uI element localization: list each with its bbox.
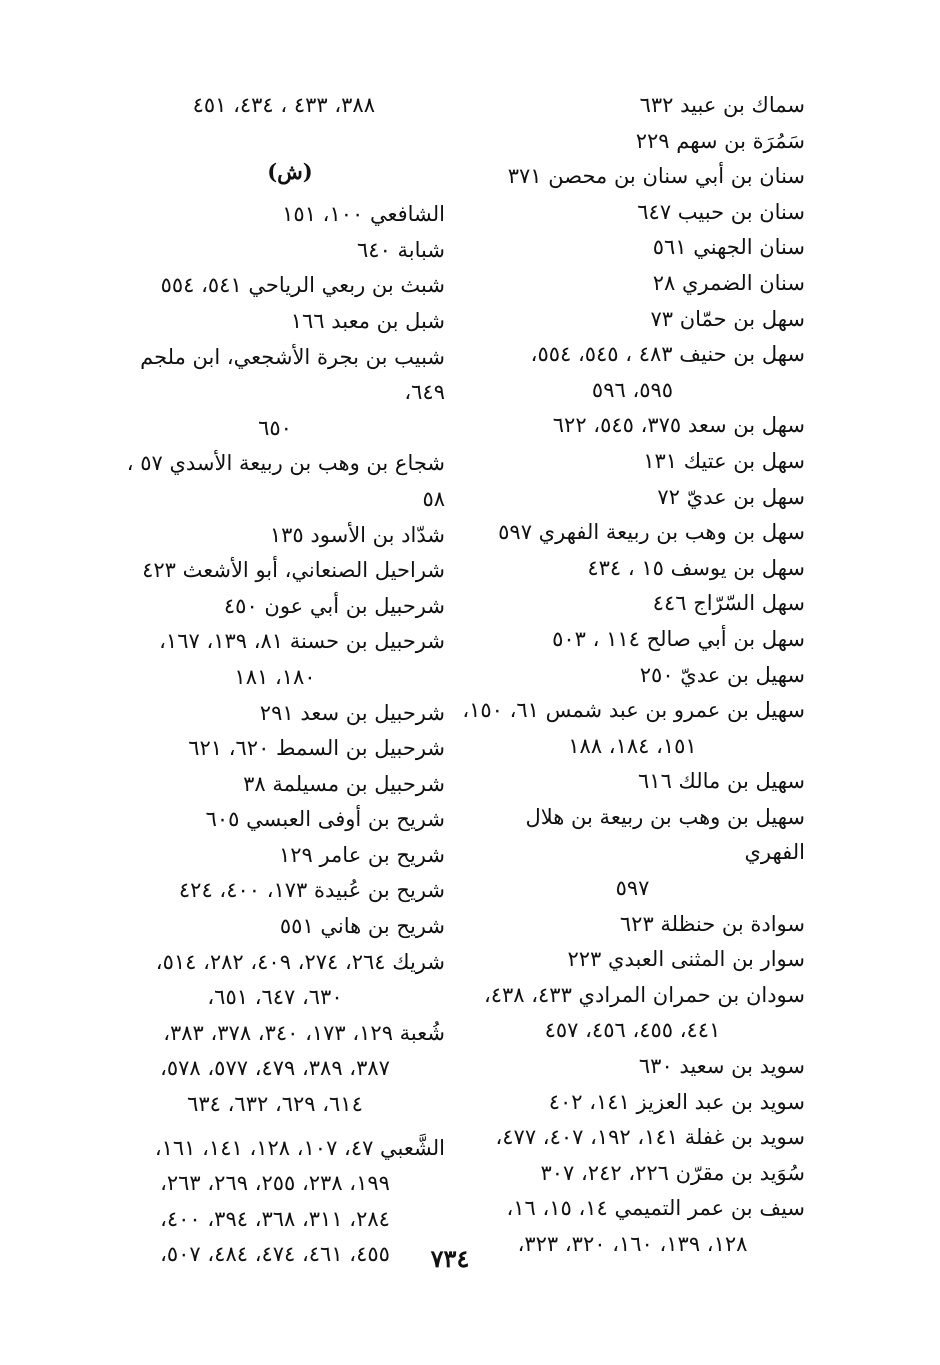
entry-continuation: ٥٩٧ (615, 876, 650, 901)
entry-text: سهيل بن وهب بن ربيعة بن هلال الفهري (525, 804, 805, 865)
entry-text: سويد بن غفلة ١٤١، ١٩٢، ٤٠٧، ٤٧٧، (495, 1125, 805, 1150)
entry-text: شرحبيل بن حسنة ٨١، ١٣٩، ١٦٧، (159, 629, 445, 654)
entry-continuation: ٥٩٥، ٥٩٦ (591, 377, 674, 402)
entry-continuation: ١٢٨، ١٣٩، ١٦٠، ٣٢٠، ٣٢٣، (517, 1232, 748, 1256)
index-entry (105, 340, 445, 447)
carry-over-text: ٣٨٨، ٤٣٣ ، ٤٣٤، ٤٥١ (192, 93, 375, 117)
index-entry (105, 838, 445, 874)
entry-continuation: ٤٥٥، ٤٦١، ٤٧٤، ٤٨٤، ٥٠٧، (160, 1242, 390, 1267)
entry-continuation: ٦٣٠، ٦٤٧، ٦٥١، (207, 985, 343, 1010)
entry-text: سيف بن عمر التميمي ١٤، ١٥، ١٦، (506, 1196, 805, 1221)
index-entry (105, 731, 445, 767)
entry-text: سَمُرَة بن سهم ٢٢٩ (635, 128, 805, 153)
entry-text: سهيل بن مالك ٦١٦ (638, 769, 805, 794)
entry-text: الشَّعبي ٤٧، ١٠٧، ١٢٨، ١٤١، ١٦١، (154, 1135, 445, 1160)
entry-text: شبيب بن بجرة الأشجعي، ابن ملجم ٦٤٩، (140, 344, 445, 405)
index-entry (460, 1120, 805, 1156)
entry-text: شدّاد بن الأسود ١٣٥ (269, 522, 445, 547)
index-entry (105, 197, 445, 233)
index-entry (105, 624, 445, 695)
carry-over-line (105, 88, 445, 124)
index-entry (105, 518, 445, 554)
index-entry (460, 159, 805, 195)
entry-text: سهل بن حنيف ٤٨٣ ، ٥٤٥، ٥٥٤، (530, 342, 805, 367)
index-entry (105, 304, 445, 340)
entry-continuation: ٢٨٤، ٣١١، ٣٦٨، ٣٩٤، ٤٠٠، (160, 1206, 390, 1231)
entry-text: سهل بن وهب بن ربيعة الفهري ٥٩٧ (498, 520, 805, 545)
entry-text: سويد بن سعيد ٦٣٠ (638, 1054, 805, 1079)
index-entry (460, 480, 805, 516)
right-column (460, 88, 805, 1263)
entry-text: سويد بن عبد العزيز ١٤١، ٤٠٢ (548, 1089, 805, 1114)
index-entry (460, 907, 805, 943)
entry-continuation: ١٥١، ١٨٤، ١٨٨ (568, 733, 697, 758)
index-entry (460, 622, 805, 658)
index-entry (105, 802, 445, 838)
index-entry (460, 693, 805, 764)
entry-continuation: ٦١٤، ٦٢٩، ٦٣٢، ٦٣٤ (187, 1092, 363, 1117)
index-entry (460, 1085, 805, 1121)
entry-text: سوادة بن حنظلة ٦٢٣ (619, 911, 805, 936)
index-entry (105, 945, 445, 1016)
index-entry (460, 658, 805, 694)
index-entry (105, 1016, 445, 1123)
entry-text: سنان بن أبي سنان بن محصن ٣٧١ (507, 164, 805, 189)
left-entry-list (105, 197, 445, 1273)
entry-text: سوار بن المثنى العبدي ٢٢٣ (567, 947, 805, 972)
left-column (105, 88, 445, 1273)
entry-text: سهل بن أبي صالح ١١٤ ، ٥٠٣ (552, 626, 805, 651)
index-entry (105, 589, 445, 625)
index-entry (460, 88, 805, 124)
entry-text: شبث بن ربعي الرياحي ٥٤١، ٥٥٤ (160, 273, 445, 298)
index-entry (460, 800, 805, 907)
entry-continuation: ١٩٩، ٢٣٨، ٢٥٥، ٢٦٩، ٢٦٣، (160, 1171, 390, 1196)
page-number: ٧٣٤ (430, 1244, 470, 1273)
index-entry (105, 696, 445, 732)
entry-text: شريح بن عامر ١٢٩ (278, 842, 445, 867)
entry-text: شريح بن هاني ٥٥١ (279, 914, 445, 939)
entry-text: شريك ٢٦٤، ٢٧٤، ٤٠٩، ٢٨٢، ٥١٤، (155, 949, 445, 974)
entry-text: شرحبيل بن أبي عون ٤٥٠ (223, 593, 445, 618)
entry-text: شريح بن عُبيدة ١٧٣، ٤٠٠، ٤٢٤ (178, 878, 445, 903)
entry-text: سنان الجهني ٥٦١ (652, 235, 805, 260)
index-entry (460, 551, 805, 587)
index-entry (460, 124, 805, 160)
entry-text: الشافعي ١٠٠، ١٥١ (282, 202, 445, 227)
index-entry (460, 408, 805, 444)
index-entry (460, 978, 805, 1049)
entry-continuation: ٤٤١، ٤٥٥، ٤٥٦، ٤٥٧ (544, 1018, 721, 1043)
index-entry (460, 230, 805, 266)
index-entry (105, 233, 445, 269)
entry-text: سُوَيد بن مقرّن ٢٢٦، ٢٤٢، ٣٠٧ (540, 1160, 805, 1185)
right-entry-list (460, 88, 805, 1263)
entry-text: سودان بن حمران المرادي ٤٣٣، ٤٣٨، (483, 982, 805, 1007)
entry-text: شرحبيل بن مسيلمة ٣٨ (243, 771, 445, 796)
index-entry (460, 444, 805, 480)
entry-text: شراحيل الصنعاني، أبو الأشعث ٤٢٣ (142, 558, 445, 583)
entry-continuation: ٦٥٠ (258, 415, 292, 440)
index-entry (460, 1156, 805, 1192)
index-entry (460, 1049, 805, 1085)
index-entry (460, 586, 805, 622)
entry-text: شجاع بن وهب بن ربيعة الأسدي ٥٧ ، ٥٨ (126, 451, 445, 511)
entry-text: سهل بن يوسف ١٥ ، ٤٣٤ (587, 555, 805, 580)
index-entry (105, 553, 445, 589)
index-entry (460, 337, 805, 408)
entry-text: شُعبة ١٢٩، ١٧٣، ٣٤٠، ٣٧٨، ٣٨٣، (163, 1020, 445, 1045)
index-entry (105, 268, 445, 304)
entry-text: شبل بن معبد ١٦٦ (290, 308, 445, 333)
index-entry (105, 446, 445, 517)
index-entry (460, 302, 805, 338)
entry-text: سنان الضمري ٢٨ (652, 270, 805, 295)
entry-text: سهيل بن عمرو بن عبد شمس ٦١، ١٥٠، (462, 698, 805, 723)
index-entry (460, 515, 805, 551)
entry-text: سهل بن حمّان ٧٣ (650, 306, 805, 331)
entry-text: سهل بن عتيك ١٣١ (643, 448, 805, 473)
entry-text: سماك بن عبيد ٦٣٢ (639, 93, 805, 117)
index-entry (460, 764, 805, 800)
index-entry (105, 909, 445, 945)
entry-text: شريح بن أوفى العبسي ٦٠٥ (205, 807, 445, 832)
entry-text: شبابة ٦٤٠ (357, 237, 445, 262)
entry-text: سهل بن سعد ٣٧٥، ٥٤٥، ٦٢٢ (552, 413, 805, 438)
index-entry (460, 266, 805, 302)
entry-text: شرحبيل بن سعد ٢٩١ (259, 700, 445, 725)
section-heading: (ش) (267, 158, 313, 184)
index-entry (460, 195, 805, 231)
index-entry (105, 767, 445, 803)
entry-text: سهل السّرّاج ٤٤٦ (652, 591, 805, 616)
entry-continuation: ١٨٠، ١٨١ (234, 664, 316, 689)
index-entry (460, 942, 805, 978)
entry-continuation: ٣٨٧، ٣٨٩، ٤٧٩، ٥٧٧، ٥٧٨، (160, 1056, 390, 1081)
entry-text: شرحبيل بن السمط ٦٢٠، ٦٢١ (188, 736, 445, 761)
index-entry (105, 873, 445, 909)
entry-text: سهل بن عديّ ٧٢ (657, 484, 805, 509)
entry-text: سنان بن حبيب ٦٤٧ (637, 199, 805, 224)
entry-text: سهيل بن عديّ ٢٥٠ (639, 662, 805, 687)
